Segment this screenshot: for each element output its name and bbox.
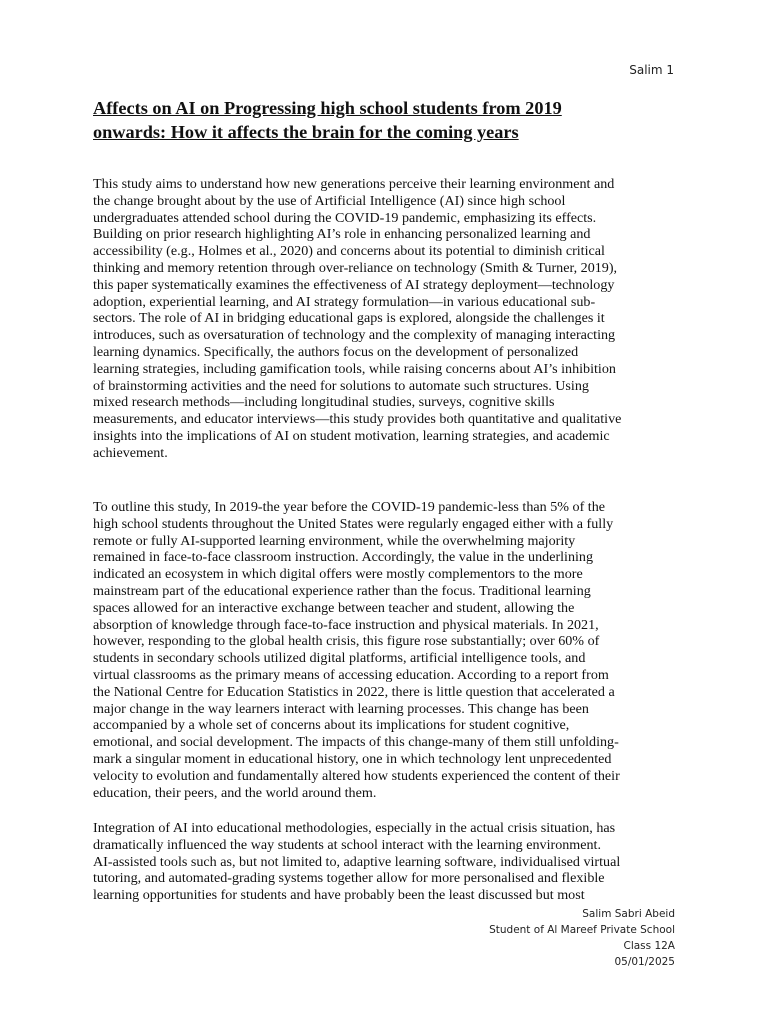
text-line: high school students throughout the United States were regularly engaged either with a fully bbox=[93, 515, 614, 532]
text-line: Building on prior research highlighting AI’s role in enhancing personalized learning and bbox=[93, 226, 591, 243]
author-school: Student of Al Mareef Private School bbox=[489, 924, 675, 936]
page-header: Salim 1 bbox=[629, 63, 674, 77]
text-line: however, responding to the global health crisis, this figure rose substantially; over 60% of bbox=[93, 633, 600, 650]
text-line: accompanied by a whole set of concerns about its implications for student cognitive, bbox=[93, 717, 570, 734]
text-line: measurements, and educator interviews—this study provides both quantitative and qualitative bbox=[93, 411, 622, 428]
text-line: adoption, experiential learning, and AI strategy formulation—in various educational sub- bbox=[93, 293, 596, 310]
text-line: tutoring, and automated-grading systems together allow for more personalised and flexible bbox=[93, 870, 605, 887]
text-line: To outline this study, In 2019-the year before the COVID-19 pandemic-less than 5% of the bbox=[93, 499, 605, 515]
text-line: thinking and memory retention through over-reliance on technology (Smith & Turner, 2019), bbox=[93, 259, 618, 276]
text-line: mainstream part of the educational experience rather than the focus. Traditional learning bbox=[93, 582, 591, 599]
text-line: accessibility (e.g., Holmes et al., 2020) and concerns about its potential to diminish critical bbox=[93, 243, 605, 260]
author-date: 05/01/2025 bbox=[614, 956, 675, 968]
text-line: this paper systematically examines the effectiveness of AI strategy deployment—technology bbox=[93, 276, 615, 293]
author-signature-block bbox=[489, 906, 675, 970]
text-line: the National Centre for Education Statistics in 2022, there is little question that accelerated a bbox=[93, 683, 615, 700]
text-line: absorption of knowledge through face-to-face instruction and physical materials. In 2021, bbox=[93, 616, 599, 633]
text-line: learning strategies, including gamification tools, while raising concerns about AI’s inhibition bbox=[93, 360, 616, 377]
text-line: insights into the implications of AI on student motivation, learning strategies, and academic bbox=[93, 427, 610, 444]
title-line: onwards: How it affects the brain for the coming years bbox=[93, 122, 519, 142]
text-line: learning dynamics. Specifically, the authors focus on the development of personalized bbox=[93, 343, 579, 360]
text-line: virtual classrooms as the primary means of accessing education. According to a report from bbox=[93, 666, 609, 683]
text-line: remote or fully AI-supported learning environment, while the overwhelming majority bbox=[93, 532, 576, 549]
text-line: students in secondary schools utilized digital platforms, artificial intelligence tools, and bbox=[93, 650, 586, 667]
text-line: This study aims to understand how new generations perceive their learning environment and bbox=[93, 176, 615, 192]
text-line: of brainstorming activities and the need for solutions to automate such structures. Using bbox=[93, 377, 589, 394]
text-line: AI-assisted tools such as, but not limited to, adaptive learning software, individualised virtual bbox=[93, 853, 621, 870]
text-line: Integration of AI into educational methodologies, especially in the actual crisis situation, has bbox=[93, 820, 616, 836]
intro-paragraph bbox=[93, 499, 683, 801]
text-line: spaces allowed for an interactive exchange between teacher and student, allowing the bbox=[93, 599, 575, 616]
text-line: sectors. The role of AI in bridging educational gaps is explored, alongside the challenges it bbox=[93, 310, 605, 327]
paper-title bbox=[93, 96, 683, 144]
text-line: learning opportunities for students and have probably been the least discussed but most bbox=[93, 887, 585, 904]
text-line: education, their peers, and the world around them. bbox=[93, 784, 377, 801]
text-line: emotional, and social development. The impacts of this change-many of them still unfolding- bbox=[93, 734, 619, 751]
text-line: mixed research methods—including longitudinal studies, surveys, cognitive skills bbox=[93, 394, 555, 411]
author-class: Class 12A bbox=[623, 940, 675, 952]
text-line: major change in the way learners interact with learning processes. This change has been bbox=[93, 700, 589, 717]
abstract-paragraph bbox=[93, 176, 683, 462]
text-line: dramatically influenced the way students at school interact with the learning environment. bbox=[93, 836, 601, 853]
text-line: undergraduates attended school during the COVID-19 pandemic, emphasizing its effects. bbox=[93, 209, 597, 226]
text-line: velocity to evolution and fundamentally altered how students experienced the content of their bbox=[93, 767, 620, 784]
text-line: indicated an ecosystem in which digital offers were mostly complementors to the more bbox=[93, 566, 583, 583]
text-line: achievement. bbox=[93, 444, 168, 461]
integration-paragraph bbox=[93, 820, 683, 904]
text-line: mark a singular moment in educational history, one in which technology lent unprecedented bbox=[93, 750, 612, 767]
text-line: introduces, such as oversaturation of technology and the complexity of managing interacting bbox=[93, 327, 616, 344]
author-name: Salim Sabri Abeid bbox=[582, 908, 675, 920]
title-line: Affects on AI on Progressing high school students from 2019 bbox=[93, 98, 562, 118]
text-line: the change brought about by the use of Artificial Intelligence (AI) since high school bbox=[93, 192, 566, 209]
text-line: remained in face-to-face classroom instruction. Accordingly, the value in the underlining bbox=[93, 549, 594, 566]
